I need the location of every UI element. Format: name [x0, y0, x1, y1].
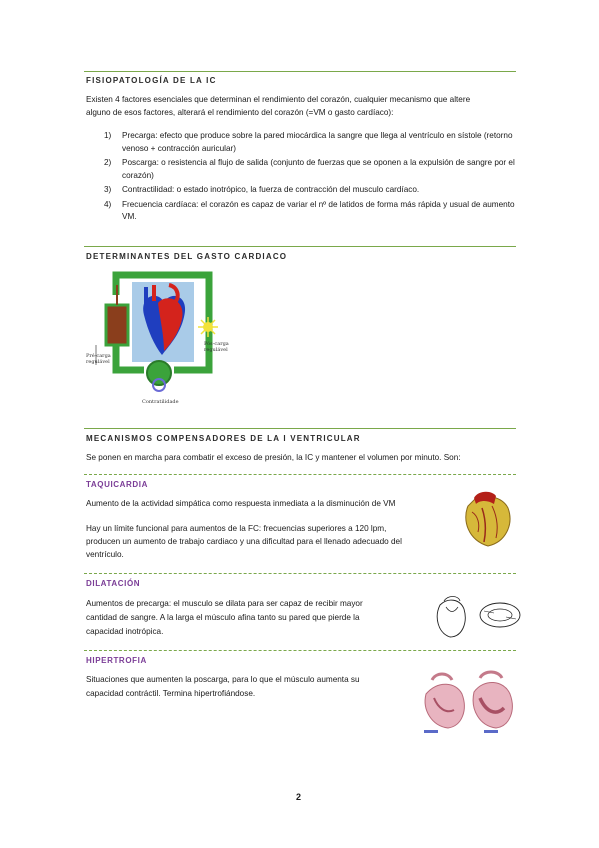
cardiac-output-diagram	[84, 265, 244, 415]
list-item: 1) Precarga: efecto que produce sobre la pared miocárdica la sangre que llega al ventrículo en sístole (retorno venoso + contracción auricular)	[104, 131, 513, 153]
hipertrofia-l1: Situaciones que aumenten la poscarga, para lo que el músculo aumenta su	[86, 675, 360, 684]
taquicardia-p1: Aumento de la actividad simpática como respuesta inmediata a la disminución de VM	[86, 499, 396, 508]
section-title-fisiopatologia: FISIOPATOLOGÍA DE LA IC	[86, 76, 217, 85]
rule-mecanismos	[84, 428, 516, 429]
rule-dilatacion	[84, 573, 516, 574]
top-rule	[84, 71, 516, 72]
subtitle-hipertrofia: HIPERTROFIA	[86, 656, 147, 665]
factor-list	[86, 130, 518, 226]
dilated-heart-sketch	[432, 593, 522, 641]
list-item: 2) Poscarga: o resistencia al flujo de salida (conjunto de fuerzas que se oponen a la expulsión de sangre por el corazón)	[104, 158, 515, 180]
taquicardia-p2-l3: ventrículo.	[86, 550, 124, 559]
intro-line-2: alguno de esos factores, alterará el rendimiento del corazón (=VM o gasto cardíaco):	[86, 108, 394, 117]
hipertrofia-l2: capacidad contráctil. Termina hipertrofiándose.	[86, 689, 256, 698]
dilatacion-l3: capacidad inotrópica.	[86, 627, 164, 636]
subtitle-dilatacion: DILATACIÓN	[86, 579, 141, 588]
heart-illustration	[458, 488, 516, 550]
label-contractilidade: Contratilidade	[142, 399, 179, 405]
list-item: 4) Frecuencia cardíaca: el corazón es capaz de variar el nº de latidos de forma más rápida y usual de aumento VM.	[104, 199, 515, 221]
page-number: 2	[296, 792, 302, 802]
hypertrophy-illustration	[418, 664, 518, 736]
label-poscarga: Pós-carga regulável	[204, 341, 229, 353]
dilatacion-l2: cantidad de sangre. A la larga el músculo afina tanto su pared que pierde la	[86, 613, 360, 622]
section-title-mecanismos: MECANISMOS COMPENSADORES DE LA I VENTRICULAR	[86, 434, 361, 443]
intro-line-1: Existen 4 factores esenciales que determinan el rendimiento del corazón, cualquier mecanismo que altere	[86, 95, 471, 104]
label-precarga: Pré-carga regulável	[86, 353, 111, 365]
list-item: 3) Contractilidad: o estado inotrópico, la fuerza de contracción del musculo cardíaco.	[104, 185, 420, 194]
rule-hipertrofia	[84, 650, 516, 651]
section-title-determinantes: DETERMINANTES DEL GASTO CARDIACO	[86, 252, 288, 261]
dilatacion-l1: Aumentos de precarga: el musculo se dilata para ser capaz de recibir mayor	[86, 599, 363, 608]
mecanismos-intro: Se ponen en marcha para combatir el exceso de presión, la IC y mantener el volumen por minuto. Son:	[86, 453, 461, 462]
taquicardia-p2-l2: producen un aumento de trabajo cardiaco y una dificultad para el llenado adecuado del	[86, 537, 402, 546]
rule-taquicardia	[84, 474, 516, 475]
taquicardia-p2-l1: Hay un límite funcional para aumentos de la FC: frecuencias superiores a 120 lpm,	[86, 524, 387, 533]
rule-determinantes	[84, 246, 516, 247]
subtitle-taquicardia: TAQUICARDIA	[86, 480, 149, 489]
